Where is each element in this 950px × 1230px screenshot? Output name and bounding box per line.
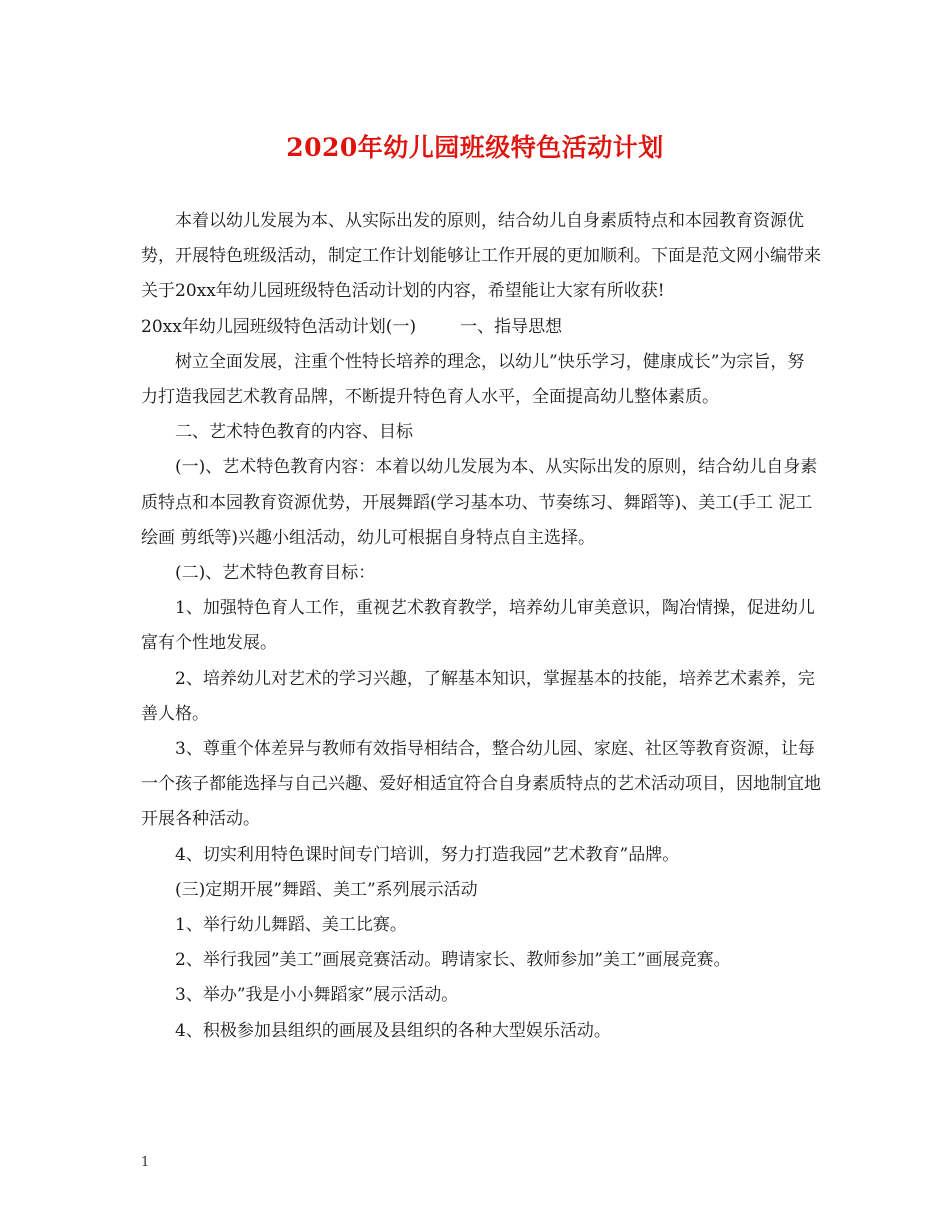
goal-item: 4、切实利用特色课时间专门培训，努力打造我园”艺术教育”品牌。 — [175, 844, 680, 865]
goal-item: 3、尊重个体差异与教师有效指导相结合，整合幼儿园、家庭、社区等教育资源，让每一个孩子都能选择与自己兴趣、爱好相适宜符合自身素质特点的艺术活动项目，因地制宜地开展各种活动。 — [141, 739, 821, 830]
activity-item: 2、举行我园”美工”画展竞赛活动。聘请家长、教师参加”美工”画展竞赛。 — [175, 950, 731, 971]
goal-item: 1、加强特色育人工作，重视艺术教育教学，培养幼儿审美意识，陶冶情操，促进幼儿富有个性地发展。 — [141, 598, 815, 654]
section2-heading: 二、艺术特色教育的内容、目标 — [175, 422, 413, 443]
document-body — [141, 204, 821, 1049]
goal-item: 2、培养幼儿对艺术的学习兴趣，了解基本知识，掌握基本的技能，培养艺术素养，完善人格。 — [141, 668, 815, 724]
activity-item: 3、举办”我是小小舞蹈家”展示活动。 — [175, 985, 459, 1006]
page-number: 1 — [141, 1155, 150, 1170]
section3-heading: (三)定期开展”舞蹈、美工”系列展示活动 — [175, 879, 478, 900]
activity-item: 1、举行幼儿舞蹈、美工比赛。 — [175, 915, 407, 936]
section1-body: 树立全面发展，注重个性特长培养的理念，以幼儿”快乐学习，健康成长”为宗旨，努力打造我园艺术教育品牌，不断提升特色育人水平，全面提高幼儿整体素质。 — [141, 351, 805, 408]
plan-heading-line — [141, 310, 821, 345]
section1-heading: 一、指导思想 — [460, 316, 563, 337]
section2-content: (一)、艺术特色教育内容：本着以幼儿发展为本、从实际出发的原则，结合幼儿自身素质特点和本园教育资源优势，开展舞蹈(学习基本功、节奏练习、舞蹈等)、美工(手工 泥工 绘画 剪纸等)兴趣小组活动，幼儿可根据自身特点自主选择。 — [141, 457, 818, 548]
plan-heading: 20xx年幼儿园班级特色活动计划(一) — [141, 316, 417, 337]
section2-goals-heading: (二)、艺术特色教育目标： — [175, 563, 376, 584]
activity-item: 4、积极参加县组织的画展及县组织的各种大型娱乐活动。 — [175, 1020, 611, 1041]
intro-paragraph: 本着以幼儿发展为本、从实际出发的原则，结合幼儿自身素质特点和本园教育资源优势，开展特色班级活动，制定工作计划能够让工作开展的更加顺利。下面是范文网小编带来关于20xx年幼儿园班级特色活动计划的内容，希望能让大家有所收获! — [141, 211, 821, 302]
document-title: 2020年幼儿园班级特色活动计划 — [286, 133, 664, 162]
